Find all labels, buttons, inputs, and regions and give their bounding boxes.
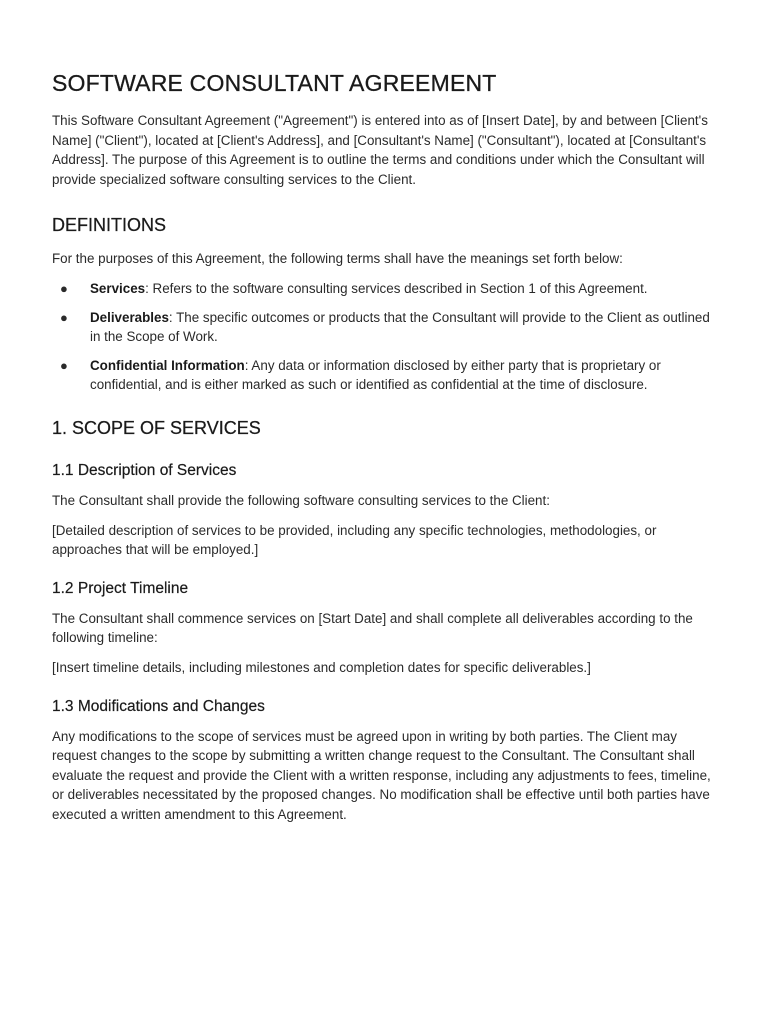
bullet-icon: ● [60,309,68,325]
definition-term: Deliverables [90,309,169,325]
definition-text: : Refers to the software consulting services described in Section 1 of this Agreement. [145,280,648,296]
section-1-1-placeholder: [Detailed description of services to be provided, including any specific technologies, methodologies, or approaches that will be employed.] [52,522,657,558]
section-1-2-heading: 1.2 Project Timeline [52,579,189,597]
definition-term: Confidential Information [90,357,245,373]
document-body [52,70,720,824]
section-1-1-heading: 1.1 Description of Services [52,461,237,479]
section-1-3-paragraph: Any modifications to the scope of services must be agreed upon in writing by both parties. The Client may request changes to the scope by submitting a written change request to the Consultant. The Consultant shall evaluate the request and provide the Client with a written response, including any adjustments to fees, timeline, or deliverables necessitated by the proposed changes. No modification shall be effective until both parties have executed a written amendment to this Agreement. [52,728,711,822]
document-title: SOFTWARE CONSULTANT AGREEMENT [52,70,497,96]
list-item [52,356,720,395]
bullet-icon: ● [60,357,68,373]
list-item [52,308,720,347]
definition-text: : The specific outcomes or products that the Consultant will provide to the Client as outlined in the Scope of Work. [90,309,710,345]
section-1-3-heading: 1.3 Modifications and Changes [52,697,265,715]
list-item [52,279,720,299]
bullet-icon: ● [60,280,68,296]
section-1-2-placeholder: [Insert timeline details, including milestones and completion dates for specific deliverables.] [52,659,591,675]
definition-text: : Any data or information disclosed by either party that is proprietary or confidential, and is either marked as such or identified as confidential at the time of disclosure. [90,357,661,393]
definitions-heading: DEFINITIONS [52,215,167,236]
scope-heading: 1. SCOPE OF SERVICES [52,417,261,438]
intro-paragraph: This Software Consultant Agreement ("Agreement") is entered into as of [Insert Date], by and between [Client's Name] ("Client"), located at [Client's Address], and [Consultant's Name] ("Consultant"), located at [Consultant's Address]. The purpose of this Agreement is to outline the terms and conditions under which the Consultant will provide specialized software consulting services to the Client. [52,113,708,187]
definition-term: Services [90,280,146,296]
section-1-2-paragraph: The Consultant shall commence services on [Start Date] and shall complete all deliverables according to the following timeline: [52,610,693,646]
section-1-1-paragraph: The Consultant shall provide the following software consulting services to the Client: [52,492,550,508]
definitions-lead: For the purposes of this Agreement, the following terms shall have the meanings set forth below: [52,251,623,267]
definitions-list [52,279,720,395]
